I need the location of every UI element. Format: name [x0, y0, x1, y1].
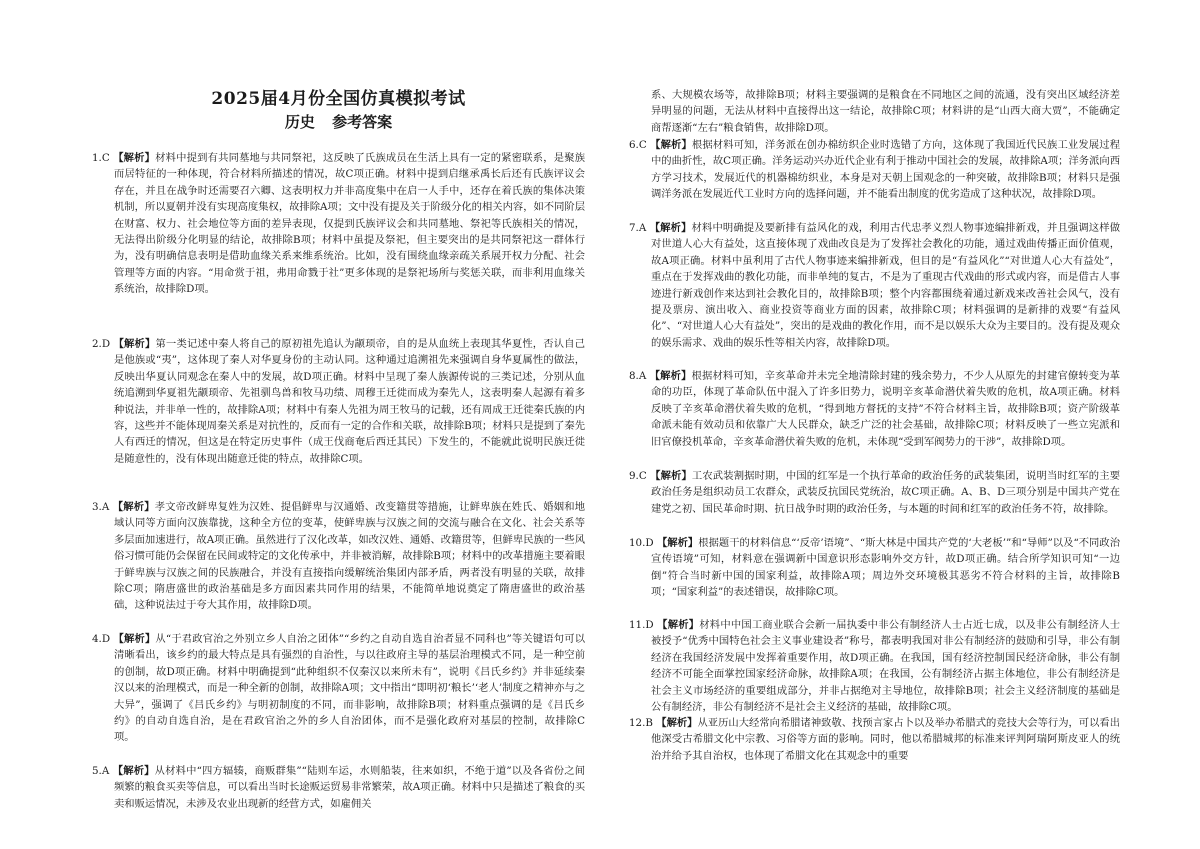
answer-item-3: 3.A 【解析】孝文帝改鲜卑复姓为汉姓、提倡鲜卑与汉通婚、改变籍贯等措施，让鲜卑族在姓氏、婚姻和地域认同等方面向汉族靠拢，这种全方位的变革，使鲜卑族与汉族之间的交流与融合在文化、社会关系等多层面加速进行，故A项正确。虽然进行了汉化改革，如改汉姓、通婚、改籍贯等，但鲜卑民族的一些风俗习惯可能仍会保留在民间或特定的文化传承中，并非被消解，故排除B项；材料中的改革措施主要着眼于鲜卑族与汉族之间的民族融合，并没有直接指向缓解统治集团内部矛盾，两者没有明显的关联，故排除C项；隋唐盛世的政治基础是多方面因素共同作用的结果，不能简单地说奠定了隋唐盛世的政治基础，这种说法过于夸大其作用，故排除D项。	[92, 501, 585, 612]
answer-item-4: 4.D 【解析】从“于君政官治之外别立乡人自治之团体”“乡约之自动自选自治者显不同科也”等关键语句可以清晰看出，该乡约的最大特点是具有强烈的自治性，与以往政府主导的基层治理模式不同，是一种空前的创制，故D项正确。材料中明确提到“此种组织不仅秦汉以来所未有”，说明《吕氏乡约》并非延续秦汉以来的治理模式，而是一种全新的创制，故排除A项；文中指出“即明初‘粮长’‘老人’制度之精神亦与之大异”，强调了《吕氏乡约》与明初制度的不同，而非影响，故排除B项；材料重点强调的是《吕氏乡约》的自动自选自治，是在君政官治之外的乡人自治团体，而不是强化政府对基层的控制，故排除C项。	[92, 633, 585, 744]
answer-item-5-continued: 系、大规模农场等，故排除B项；材料主要强调的是粮食在不同地区之间的流通，没有突出区域经济差异明显的问题，无法从材料中直接得出这一结论，故排除C项；材料讲的是“山西大商大贾”，不能确定商帮逐渐“左右”粮食销售，故排除D项。	[651, 89, 1120, 134]
answer-item-9: 9.C 【解析】工农武装割据时期，中国的红军是一个执行革命的政治任务的武装集团，说明当时红军的主要政治任务是组织动员工农群众，武装反抗国民党统治，故C项正确。A、B、D三项分别是中国共产党在建党之初、国民革命时期、抗日战争时期的政治任务，与本题的时间和红军的政治任务不符，故排除。	[629, 470, 1120, 515]
answer-item-7: 7.A 【解析】材料中明确提及要新排有益风化的戏，利用古代忠孝义烈人物事迹编排新戏，并且强调这样做对世道人心大有益处，这直接体现了戏曲改良是为了发挥社会教化的功能，通过戏曲传播正面价值观，故A项正确。材料中虽利用了古代人物事迹来编排新戏，但目的是“有益风化”“对世道人心大有益处”，重点在于发挥戏曲的教化功能，而非单纯的复古，不是为了重现古代戏曲的形式或内容，而是借古人事迹进行新戏创作来达到社会教化目的，故排除B项；整个内容都围绕着通过新戏来改善社会风气，没有提及票房、演出收入、商业投资等商业方面的因素，故排除C项；材料强调的是新排的戏要“有益风化”、“对世道人心大有益处”，突出的是戏曲的教化作用，而不是以娱乐大众为主要目的。没有提及观众的娱乐需求、戏曲的娱乐性等相关内容，故排除D项。	[629, 222, 1120, 349]
answer-item-10: 10.D 【解析】根据题干的材料信息“‘反帝’语境”、“斯大林是中国共产党的‘大老板’”和“导师”以及“不同政治宣传语境”可知，材料意在强调新中国意识形态影响外交方针，故D项正确。结合所学知识可知“一边倒”符合当时新中国的国家利益，故排除A项；周边外交环境极其恶劣不符合材料的主旨，故排除B项；“国家利益”的表述错误，故排除C项。	[629, 537, 1120, 599]
title-block	[92, 88, 585, 133]
answer-item-5: 5.A 【解析】从材料中“四方辐辏，商贩群集”“陆则车运，水则船装，往来如织，不绝于道”以及各省份之间频繁的粮食买卖等信息，可以看出当时长途贩运贸易非常繁荣，故A项正确。材料中只是描述了粮食的买卖和贩运情况，未涉及农业出现新的经营方式，如雇佣关	[92, 765, 585, 810]
answer-item-8: 8.A 【解析】根据材料可知，辛亥革命并未完全地清除封建的残余势力，不少人从原先的封建官僚转变为革命的功臣，体现了革命队伍中混入了许多旧势力，说明辛亥革命潜伏着失败的危机，故A项正确。材料反映了辛亥革命潜伏着失败的危机，“得到地方督抚的支持”不符合材料主旨，故排除B项；资产阶级革命派未能有效动员和依靠广大人民群众，缺乏广泛的社会基础，故排除C项；材料反映了一些立宪派和旧官僚投机革命，辛亥革命潜伏着失败的危机，未体现“受到军阀势力的干涉”，故排除D项。	[629, 370, 1120, 448]
page-subtitle: 历史 参考答案	[284, 113, 393, 131]
page-title: 2025届4月份全国仿真模拟考试	[211, 89, 466, 109]
answer-item-1: 1.C 【解析】材料中提到有共同墓地与共同祭祀，这反映了氏族成员在生活上具有一定的紧密联系，是聚族而居特征的一种体现，符合材料所描述的情况，故C项正确。材料中提到启继承禹长后还有氏族评议会存在，并且在战争时还需要召六卿、这表明权力并非高度集中在启一人手中，还存在着氏族的集体决策机制，所以夏朝并没有实现高度集权，故排除A项；文中没有提及关于阶级分化的相关内容，如不同阶层在财富、权力、社会地位等方面的差异表现，仅提到氏族评议会和共同墓地、祭祀等氏族相关的情况，无法得出阶级分化明显的结论，故排除B项；材料中虽提及祭祀，但主要突出的是共同祭祀这一群体行为，没有明确信息表明是借助血缘关系来维系统治。比如，没有围绕血缘亲疏关系展开权力分配、社会管理等方面的内容。“用命赏于祖，弗用命戮于社”更多体现的是祭祀场所与奖惩关联，而非利用血缘关系统治，故排除D项。	[92, 152, 585, 296]
right-answer-list	[629, 87, 1120, 765]
answer-item-11: 11.D 【解析】材料中中国工商业联合会新一届执委中非公有制经济人士占近七成，以及非公有制经济人士被授予“优秀中国特色社会主义事业建设者”称号，都表明我国对非公有制经济的鼓励和引导，非公有制经济在我国经济发展中发挥着重要作用，故D项正确。在我国，国有经济控制国民经济命脉，非公有制经济不可能全面掌控国家经济命脉，故排除A项；在我国，公有制经济占据主体地位，非公有制经济是社会主义市场经济的重要组成部分，并非占据绝对主导地位，故排除B项；社会主义经济制度的基础是公有制经济，非公有制经济不是社会主义经济的基础，故排除C项。	[629, 619, 1120, 714]
left-answer-list	[92, 150, 585, 813]
answer-item-6: 6.C 【解析】根据材料可知，洋务派在创办棉纺织企业时选错了方向，这体现了我国近代民族工业发展过程中的曲折性，故C项正确。洋务运动兴办近代企业有利于推动中国社会的发展，故排除A项；洋务派向西方学习技术，发展近代的机器棉纺织业，本身是对天朝上国观念的一种突破，故排除B项；材料只是强调洋务派在发展近代工业时方向的选择问题，并不能看出制度的优劣造成了这种状况，故排除D项。	[629, 139, 1120, 201]
answer-item-2: 2.D 【解析】第一类记述中秦人将自己的原初祖先追认为颛顼帝，自的是从血统上表现其华夏性，否认自己是他族或“夷”，这体现了秦人对华夏身份的主动认同。这种通过追溯祖先来强调自身华夏属性的做法，反映出华夏认同观念在秦人中的发展，故D项正确。材料中呈现了秦人族源传说的三类记述，分别从血统追溯到华夏祖先颛顼帝、先祖驯鸟兽和牧马功绩、周穆王迁徙而成为秦先人，这表明秦人起源有着多种说法，并非单一性的，故排除A项；材料中有秦人先祖为周王牧马的记载，还有周成王迁徙秦氏族的内容，这些并不能体现周秦关系是对抗性的，反而有一定的合作和关联，故排除B项；材料只是提到了秦先人有西迁的情况，但这是在特定历史事件（成王伐商奄后西迁其民）下发生的，不能就此说明民族迁徙是随意性的，没有体现出随意迁徙的特点，故排除C项。	[92, 338, 585, 465]
answer-item-12: 12.B 【解析】从亚历山大经常向希腊诸神致敬、找预言家占卜以及举办希腊式的竞技大会等行为，可以看出他深受古希腊文化中宗教、习俗等方面的影响。同时，他以希腊城邦的标准来评判阿瑞阿斯皮亚人的统治并给予其自治权，也体现了希腊文化在其观念中的重要	[629, 717, 1120, 762]
